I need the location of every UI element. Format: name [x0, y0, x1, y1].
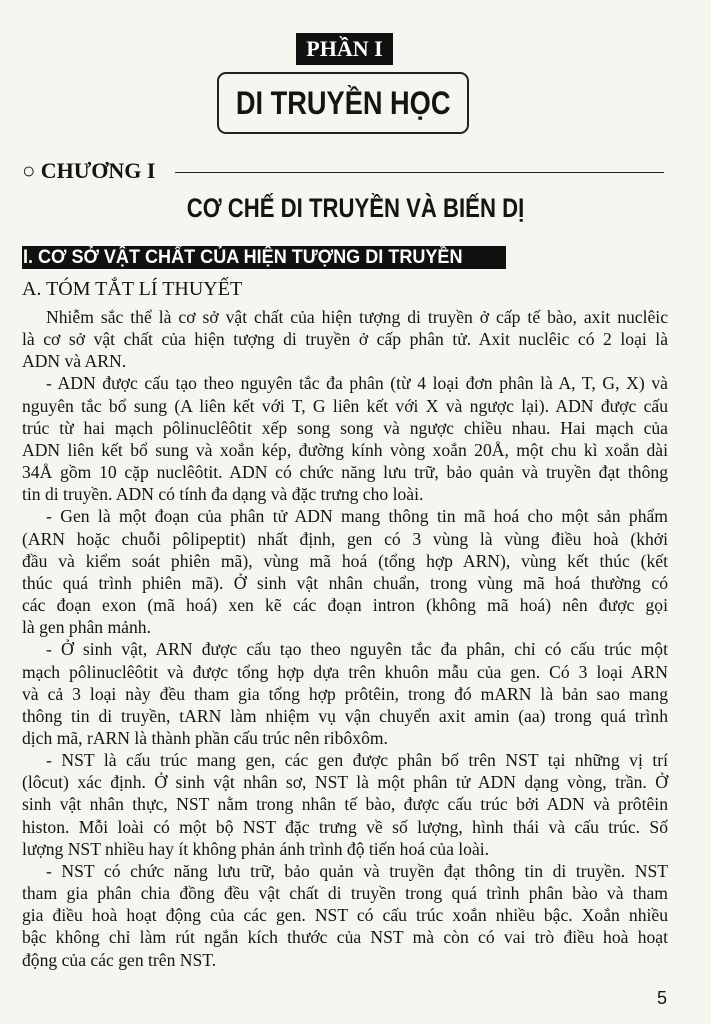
page-number: 5 — [657, 988, 668, 1008]
text-line: - ADN được cấu tạo theo nguyên tắc đa phân (từ 4 loại đơn phân là A, T, G, X) và — [46, 373, 668, 394]
text-line: tin di truyền. ADN có tính đa dạng và đặc trưng cho loài. — [22, 484, 424, 505]
chapter-label-text: CHƯƠNG I — [40, 158, 156, 183]
text-line: - Gen là một đoạn của phân tử ADN mang thông tin mã hoá cho một sản phẩm — [46, 506, 668, 527]
body-text — [22, 306, 668, 971]
section-heading — [22, 246, 506, 269]
chapter-label — [22, 157, 155, 185]
paragraph — [22, 372, 668, 505]
text-line: là gen phân mảnh. — [22, 617, 151, 638]
paragraph — [22, 749, 668, 860]
text-line: thúc quá trình phiên mã). Ở sinh vật nhân chuẩn, trong vùng mã hoá thường có — [22, 572, 668, 593]
text-line: sinh vật nhân thực, NST nằm trong nhân tế bào, được cấu trúc bởi ADN và prôtêin — [22, 794, 668, 815]
section-heading-text: I. CƠ SỞ VẬT CHẤT CỦA HIỆN TƯỢNG DI TRUYỀN — [22, 247, 463, 268]
text-line: - NST là cấu trúc mang gen, các gen được phân bố trên NST tại những vị trí — [46, 750, 668, 771]
text-line: trúc từ hai mạch pôlinuclêôtit xếp song song và ngược chiều nhau. Hai mạch của — [22, 417, 668, 438]
text-line: histon. Mỗi loài có một bộ NST đặc trưng về số lượng, hình thái và cấu trúc. Số — [22, 816, 668, 837]
text-line: 34Å gồm 10 cặp nuclêôtit. ADN có chức năng lưu trữ, bảo quản và truyền đạt thông — [22, 462, 668, 483]
text-line: thông tin di truyền, tARN làm nhiệm vụ vận chuyển axit amin (aa) trong quá trình — [22, 705, 668, 726]
chapter-bullet-icon: ○ — [22, 158, 41, 183]
text-line: Nhiễm sắc thể là cơ sở vật chất của hiện tượng di truyền ở cấp tế bào, axit nuclêic — [46, 307, 668, 327]
text-line: là cơ sở vật chất của hiện tượng di truyền ở cấp phân tử. Axit nuclêic có 2 loại là — [22, 329, 668, 350]
text-line: mạch pôlinuclêôtit và được tổng hợp dựa trên khuôn mẫu của gen. Có 3 loại ARN — [22, 661, 668, 682]
part-label: PHẦN I — [296, 33, 393, 65]
text-line: bậc không chỉ làm rút ngắn kích thước của NST mà còn có vai trò điều hoà hoạt — [22, 927, 668, 948]
text-line: dịch mã, rARN là thành phần cấu trúc nên ribôxôm. — [22, 727, 388, 748]
text-line: động của các gen trên NST. — [22, 949, 217, 970]
chapter-divider — [175, 172, 664, 173]
text-line: - Ở sinh vật, ARN được cấu tạo theo nguyên tắc đa phân, chỉ có cấu trúc một — [46, 639, 668, 660]
text-line: ADN và ARN. — [22, 351, 127, 372]
paragraph — [22, 638, 668, 749]
paragraph — [22, 860, 668, 971]
text-line: lượng NST nhiều hay ít không phản ánh trình độ tiến hoá của loài. — [22, 838, 490, 859]
text-line: đầu và kiểm soát phiên mã), vùng mã hoá (tổng hợp ARN), vùng kết thúc (kết — [22, 550, 668, 571]
paragraph — [22, 306, 668, 372]
chapter-title: CƠ CHẾ DI TRUYỀN VÀ BIẾN DỊ — [186, 193, 525, 223]
text-line: gia điều hoà hoạt động của các gen. NST có cấu trúc xoắn nhiều bậc. Xoắn nhiều — [22, 905, 668, 926]
text-line: và cả 3 loại này đều tham gia tổng hợp prôtêin, trong đó mARN là bản sao mang — [22, 683, 668, 704]
paragraph — [22, 505, 668, 638]
book-title: DI TRUYỀN HỌC — [235, 85, 451, 121]
text-line: (lôcut) xác định. Ở sinh vật nhân sơ, NST là một phân tử ADN dạng vòng, trần. Ở — [22, 772, 668, 793]
text-line: - NST có chức năng lưu trữ, bảo quản và truyền đạt thông tin di truyền. NST — [46, 860, 668, 881]
subheading: A. TÓM TẮT LÍ THUYẾT — [22, 278, 243, 300]
text-line: tham gia phân chia đồng đều vật chất di truyền trong quá trình phân bào và tham — [22, 883, 668, 904]
text-line: các đoạn exon (mã hoá) xen kẽ các đoạn intron (không mã hoá) nên được gọi — [22, 595, 668, 616]
text-line: ADN liên kết bổ sung và xoắn kép, đường kính vòng xoắn 20Å, một chu kì xoắn dài — [22, 439, 668, 460]
text-line: (ARN hoặc chuỗi pôlipeptit) nhất định, gen có 3 vùng là vùng điều hoà (khởi — [22, 528, 668, 549]
text-line: nguyên tắc bổ sung (A liên kết với T, G liên kết với X và ngược lại). ADN được cấu — [22, 395, 668, 416]
